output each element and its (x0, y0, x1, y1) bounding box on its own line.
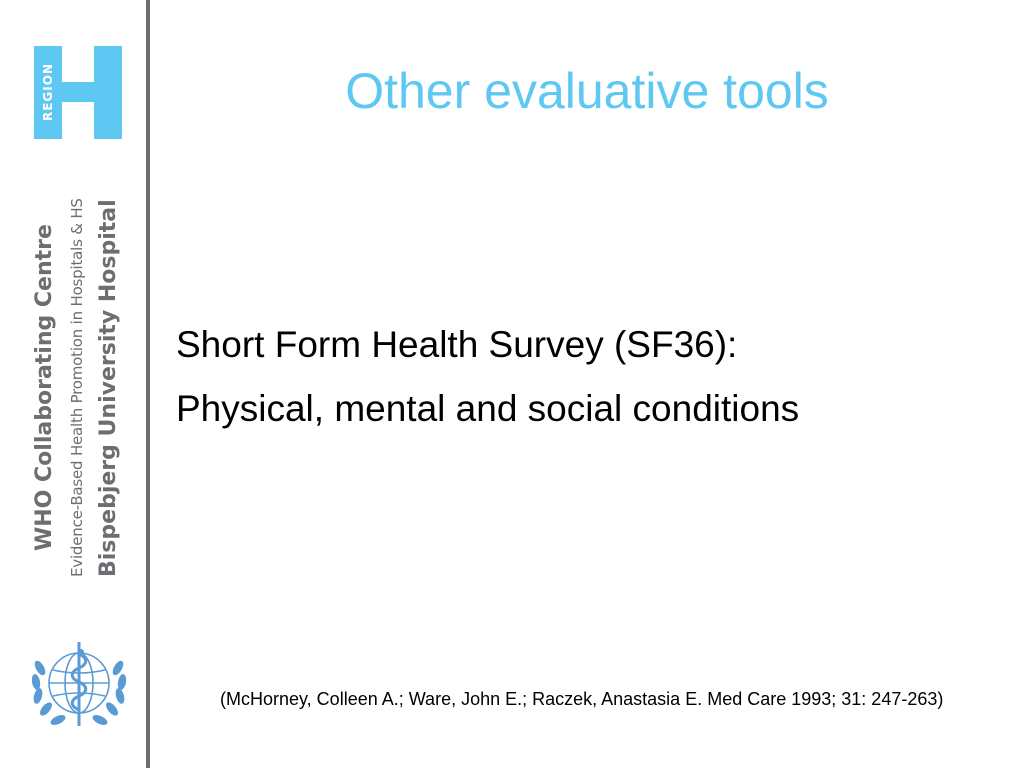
body-line-2: Physical, mental and social conditions (176, 388, 800, 429)
institution-text-block (28, 158, 132, 618)
who-emblem-icon (26, 638, 132, 734)
region-logo-text: REGION (41, 63, 55, 121)
evidence-based-label: Evidence-Based Health Promotion in Hospitals & HS (68, 198, 86, 578)
who-collaborating-label: WHO Collaborating Centre (32, 224, 57, 552)
sidebar (0, 0, 148, 768)
slide-title: Other evaluative tools (345, 63, 829, 119)
body-line-1: Short Form Health Survey (SF36): (176, 324, 738, 365)
hospital-label: Bispebjerg University Hospital (96, 199, 121, 577)
citation: (McHorney, Colleen A.; Ware, John E.; Raczek, Anastasia E. Med Care 1993; 31: 247-263) (220, 689, 944, 709)
